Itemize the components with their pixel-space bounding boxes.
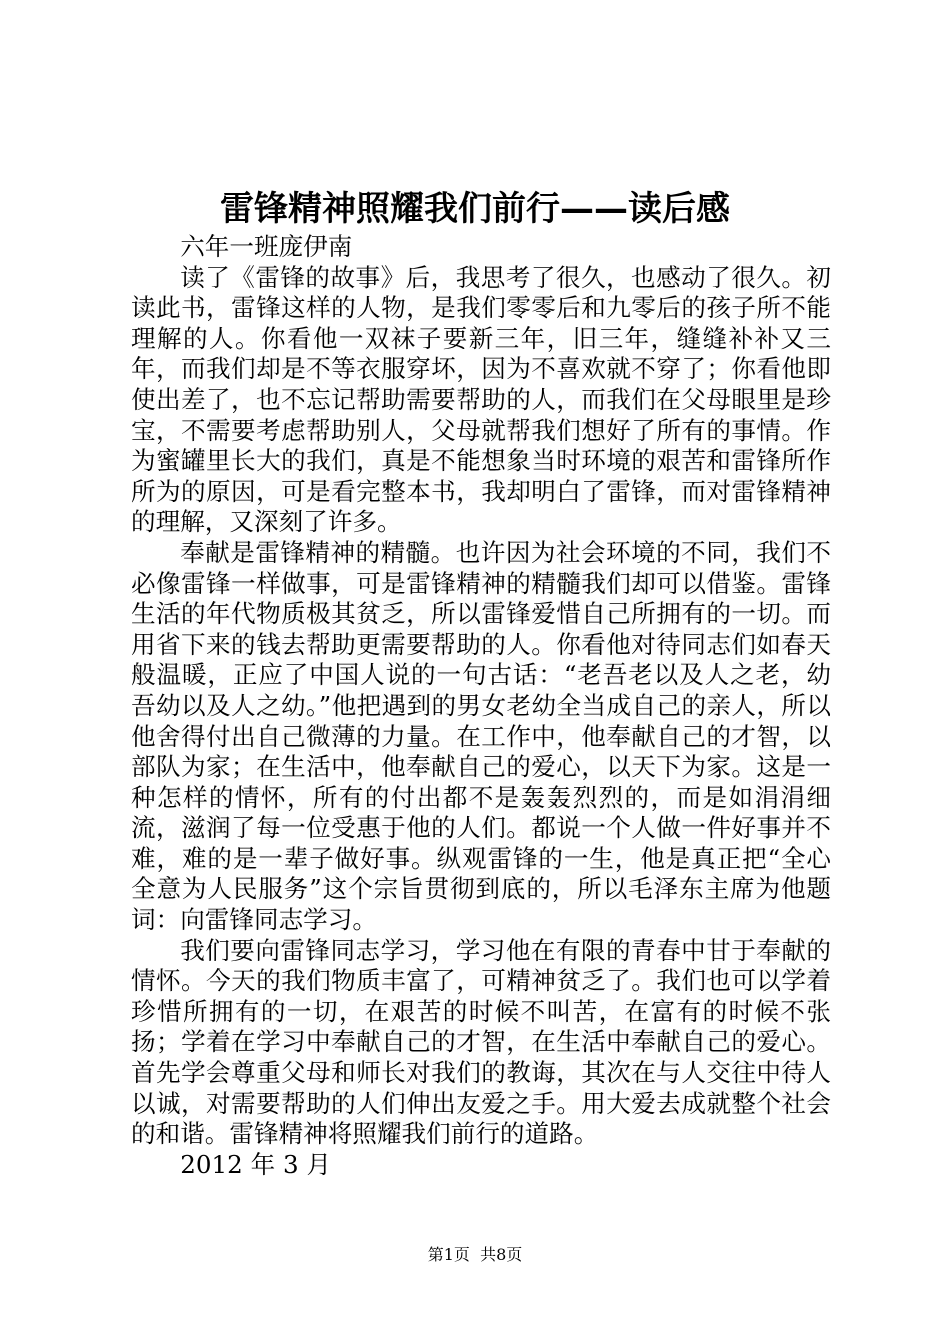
date-line: 2012 年 3 月 (180, 1149, 332, 1179)
paragraph-1: 读了《雷锋的故事》后，我思考了很久，也感动了很久。初读此书，雷锋这样的人物，是我们零零后和九零后的孩子所不能理解的人。你看他一双袜子要新三年，旧三年，缝缝补补又三年，而我们却是不等衣服穿坏，因为不喜欢就不穿了；你看他即使出差了，也不忘记帮助需要帮助的人，而我们在父母眼里是珍宝，不需要考虑帮助别人，父母就帮我们想好了所有的事情。作为蜜罐里长大的我们，真是不能想象当时环境的艰苦和雷锋所作所为的原因，可是看完整本书，我却明白了雷锋，而对雷锋精神的理解，又深刻了许多。 (131, 262, 831, 537)
page-footer (0, 1245, 950, 1265)
document-body (131, 232, 831, 1180)
page-number: 第1页 (427, 1245, 470, 1264)
paragraph-3: 我们要向雷锋同志学习，学习他在有限的青春中甘于奉献的情怀。今天的我们物质丰富了，可精神贫乏了。我们也可以学着珍惜所拥有的一切，在艰苦的时候不叫苦，在富有的时候不张扬；学着在学习中奉献自己的才智，在生活中奉献自己的爱心。首先学会尊重父母和师长对我们的教诲，其次在与人交往中待人以诚，对需要帮助的人们伸出友爱之手。用大爱去成就整个社会的和谐。雷锋精神将照耀我们前行的道路。 (131, 935, 831, 1149)
document-title: 雷锋精神照耀我们前行——读后感 (220, 189, 730, 229)
page-total: 共8页 (480, 1245, 523, 1264)
author-line: 六年一班庞伊南 (180, 232, 353, 261)
paragraph-2: 奉献是雷锋精神的精髓。也许因为社会环境的不同，我们不必像雷锋一样做事，可是雷锋精神的精髓我们却可以借鉴。雷锋生活的年代物质极其贫乏，所以雷锋爱惜自己所拥有的一切。而用省下来的钱去帮助更需要帮助的人。你看他对待同志们如春天般温暖，正应了中国人说的一句古话：“老吾老以及人之老，幼吾幼以及人之幼。”他把遇到的男女老幼全当成自己的亲人，所以他舍得付出自己微薄的力量。在工作中，他奉献自己的才智，以部队为家；在生活中，他奉献自己的爱心，以天下为家。这是一种怎样的情怀，所有的付出都不是轰轰烈烈的，而是如涓涓细流，滋润了每一位受惠于他的人们。都说一个人做一件好事并不难，难的是一辈子做好事。纵观雷锋的一生，他是真正把“全心全意为人民服务”这个宗旨贯彻到底的，所以毛泽东主席为他题词：向雷锋同志学习。 (131, 537, 831, 935)
